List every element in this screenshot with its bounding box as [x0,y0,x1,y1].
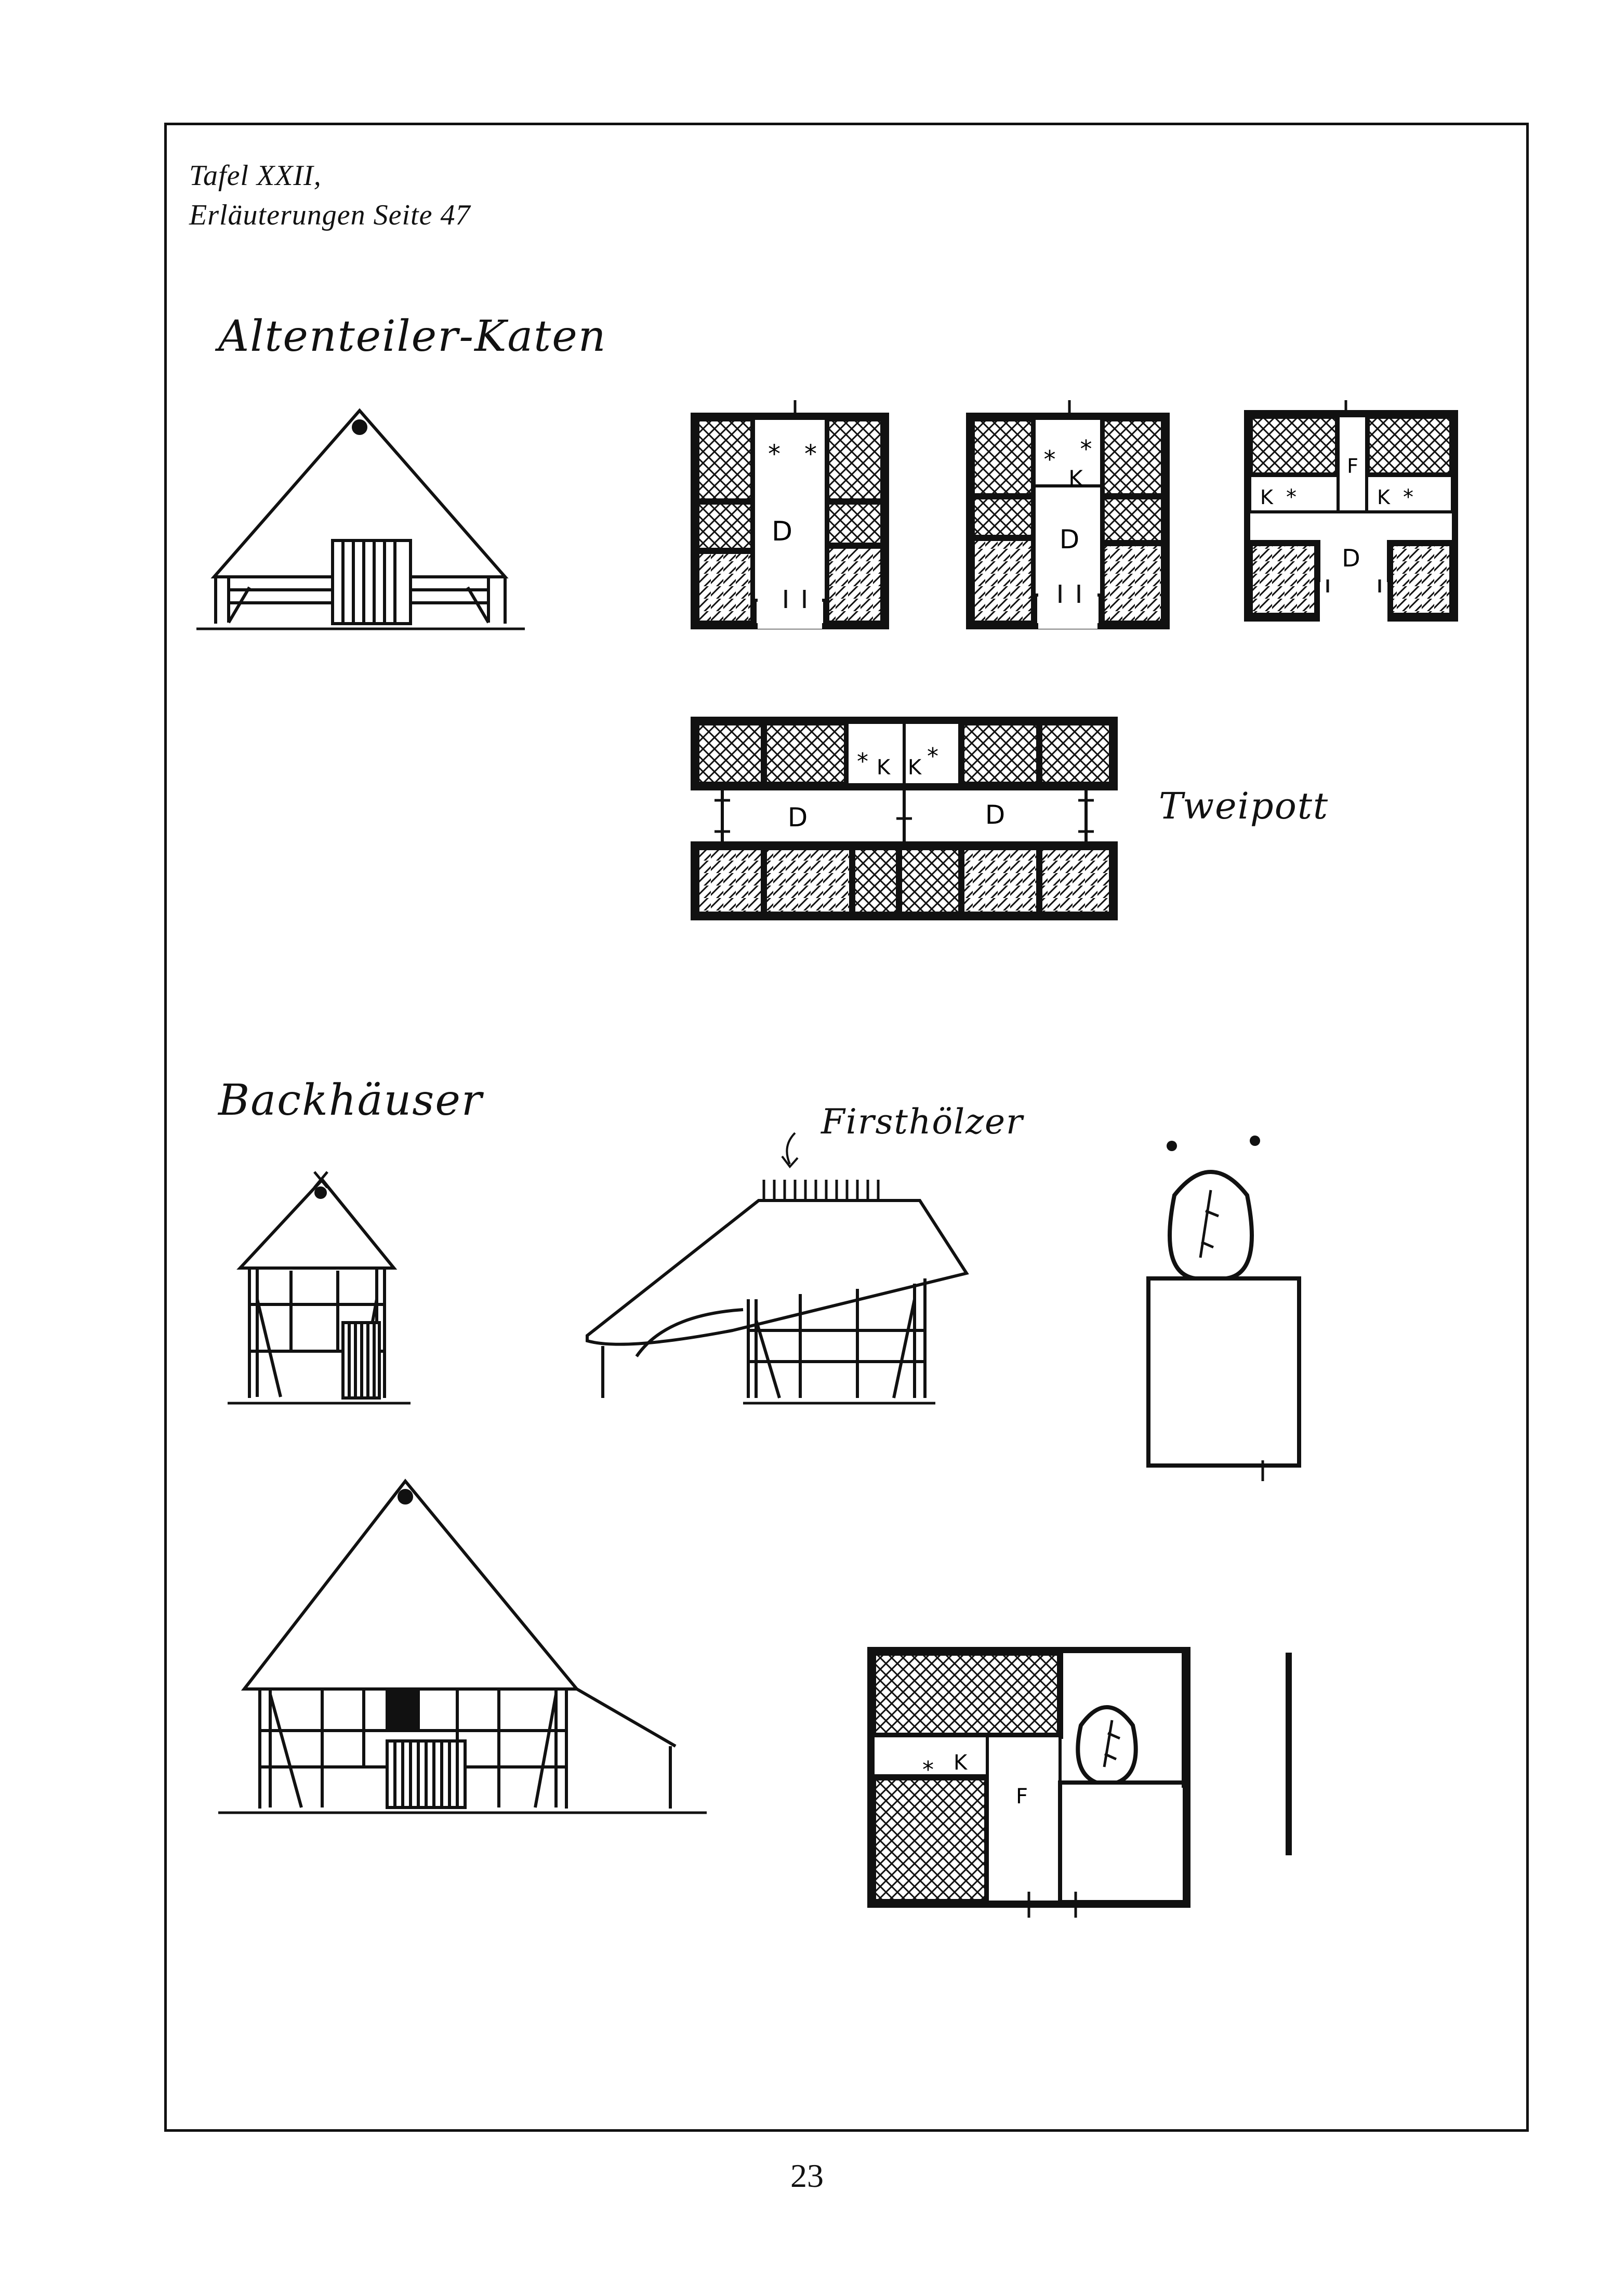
plan-2-hearth-left: * [1043,445,1056,473]
plan-1-hearth-left: * [768,440,780,469]
plan-3-flur-label: F [1347,455,1358,478]
tweipott-hearth-left: * [857,748,868,775]
plan-3-kueche-right: K [1377,486,1390,509]
plan-2-hearth-right: * [1080,435,1092,463]
large-plan-hearth: * [922,1757,934,1783]
tweipott-label: Tweipott [1159,785,1329,827]
floor-plan-2 [969,400,1167,629]
tweipott-kueche-right: K [907,756,922,780]
backhaeuser-title: Backhäuser [218,1076,483,1125]
backhaus-large-plan-oven [1078,1707,1135,1783]
plan-3-diele-label: D [1342,544,1360,572]
floor-plan-3 [1247,400,1455,624]
firsthoelzer-annotation: Firsthölzer [821,1102,1024,1142]
tweipott-hearth-right: * [927,743,938,770]
altenteiler-elevation [196,411,525,629]
tweipott-plan [694,720,1115,917]
plan-3-hearth-left: * [1286,485,1297,509]
large-plan-flur-label: F [1016,1785,1028,1809]
backhaus-firsthoelzer-elevation [587,1133,967,1403]
backhaus-small-elevation [228,1172,411,1403]
tweipott-kueche-left: K [876,756,891,780]
plate-number: Tafel XXII, [189,160,322,192]
plan-3-kueche-left: K [1260,486,1273,509]
plan-1-diele-label: D [771,516,793,547]
plan-2-kueche-label: K [1068,466,1083,491]
plan-1-hearth-right: * [804,440,817,469]
floor-plan-1 [694,400,886,629]
backhaus-large-elevation [218,1481,707,1813]
plate-reference: Erläuterungen Seite 47 [189,199,471,231]
altenteiler-title: Altenteiler-Katen [218,312,607,361]
tweipott-diele-right: D [985,800,1006,830]
tweipott-diele-left: D [787,802,808,833]
plan-3-hearth-right: * [1403,485,1413,509]
plan-2-diele-label: D [1059,524,1080,555]
large-plan-kueche-label: K [954,1751,968,1775]
backhaus-large-plan [870,1650,1289,1918]
backofen-plan [1148,1136,1299,1481]
page-number: 23 [790,2157,824,2194]
